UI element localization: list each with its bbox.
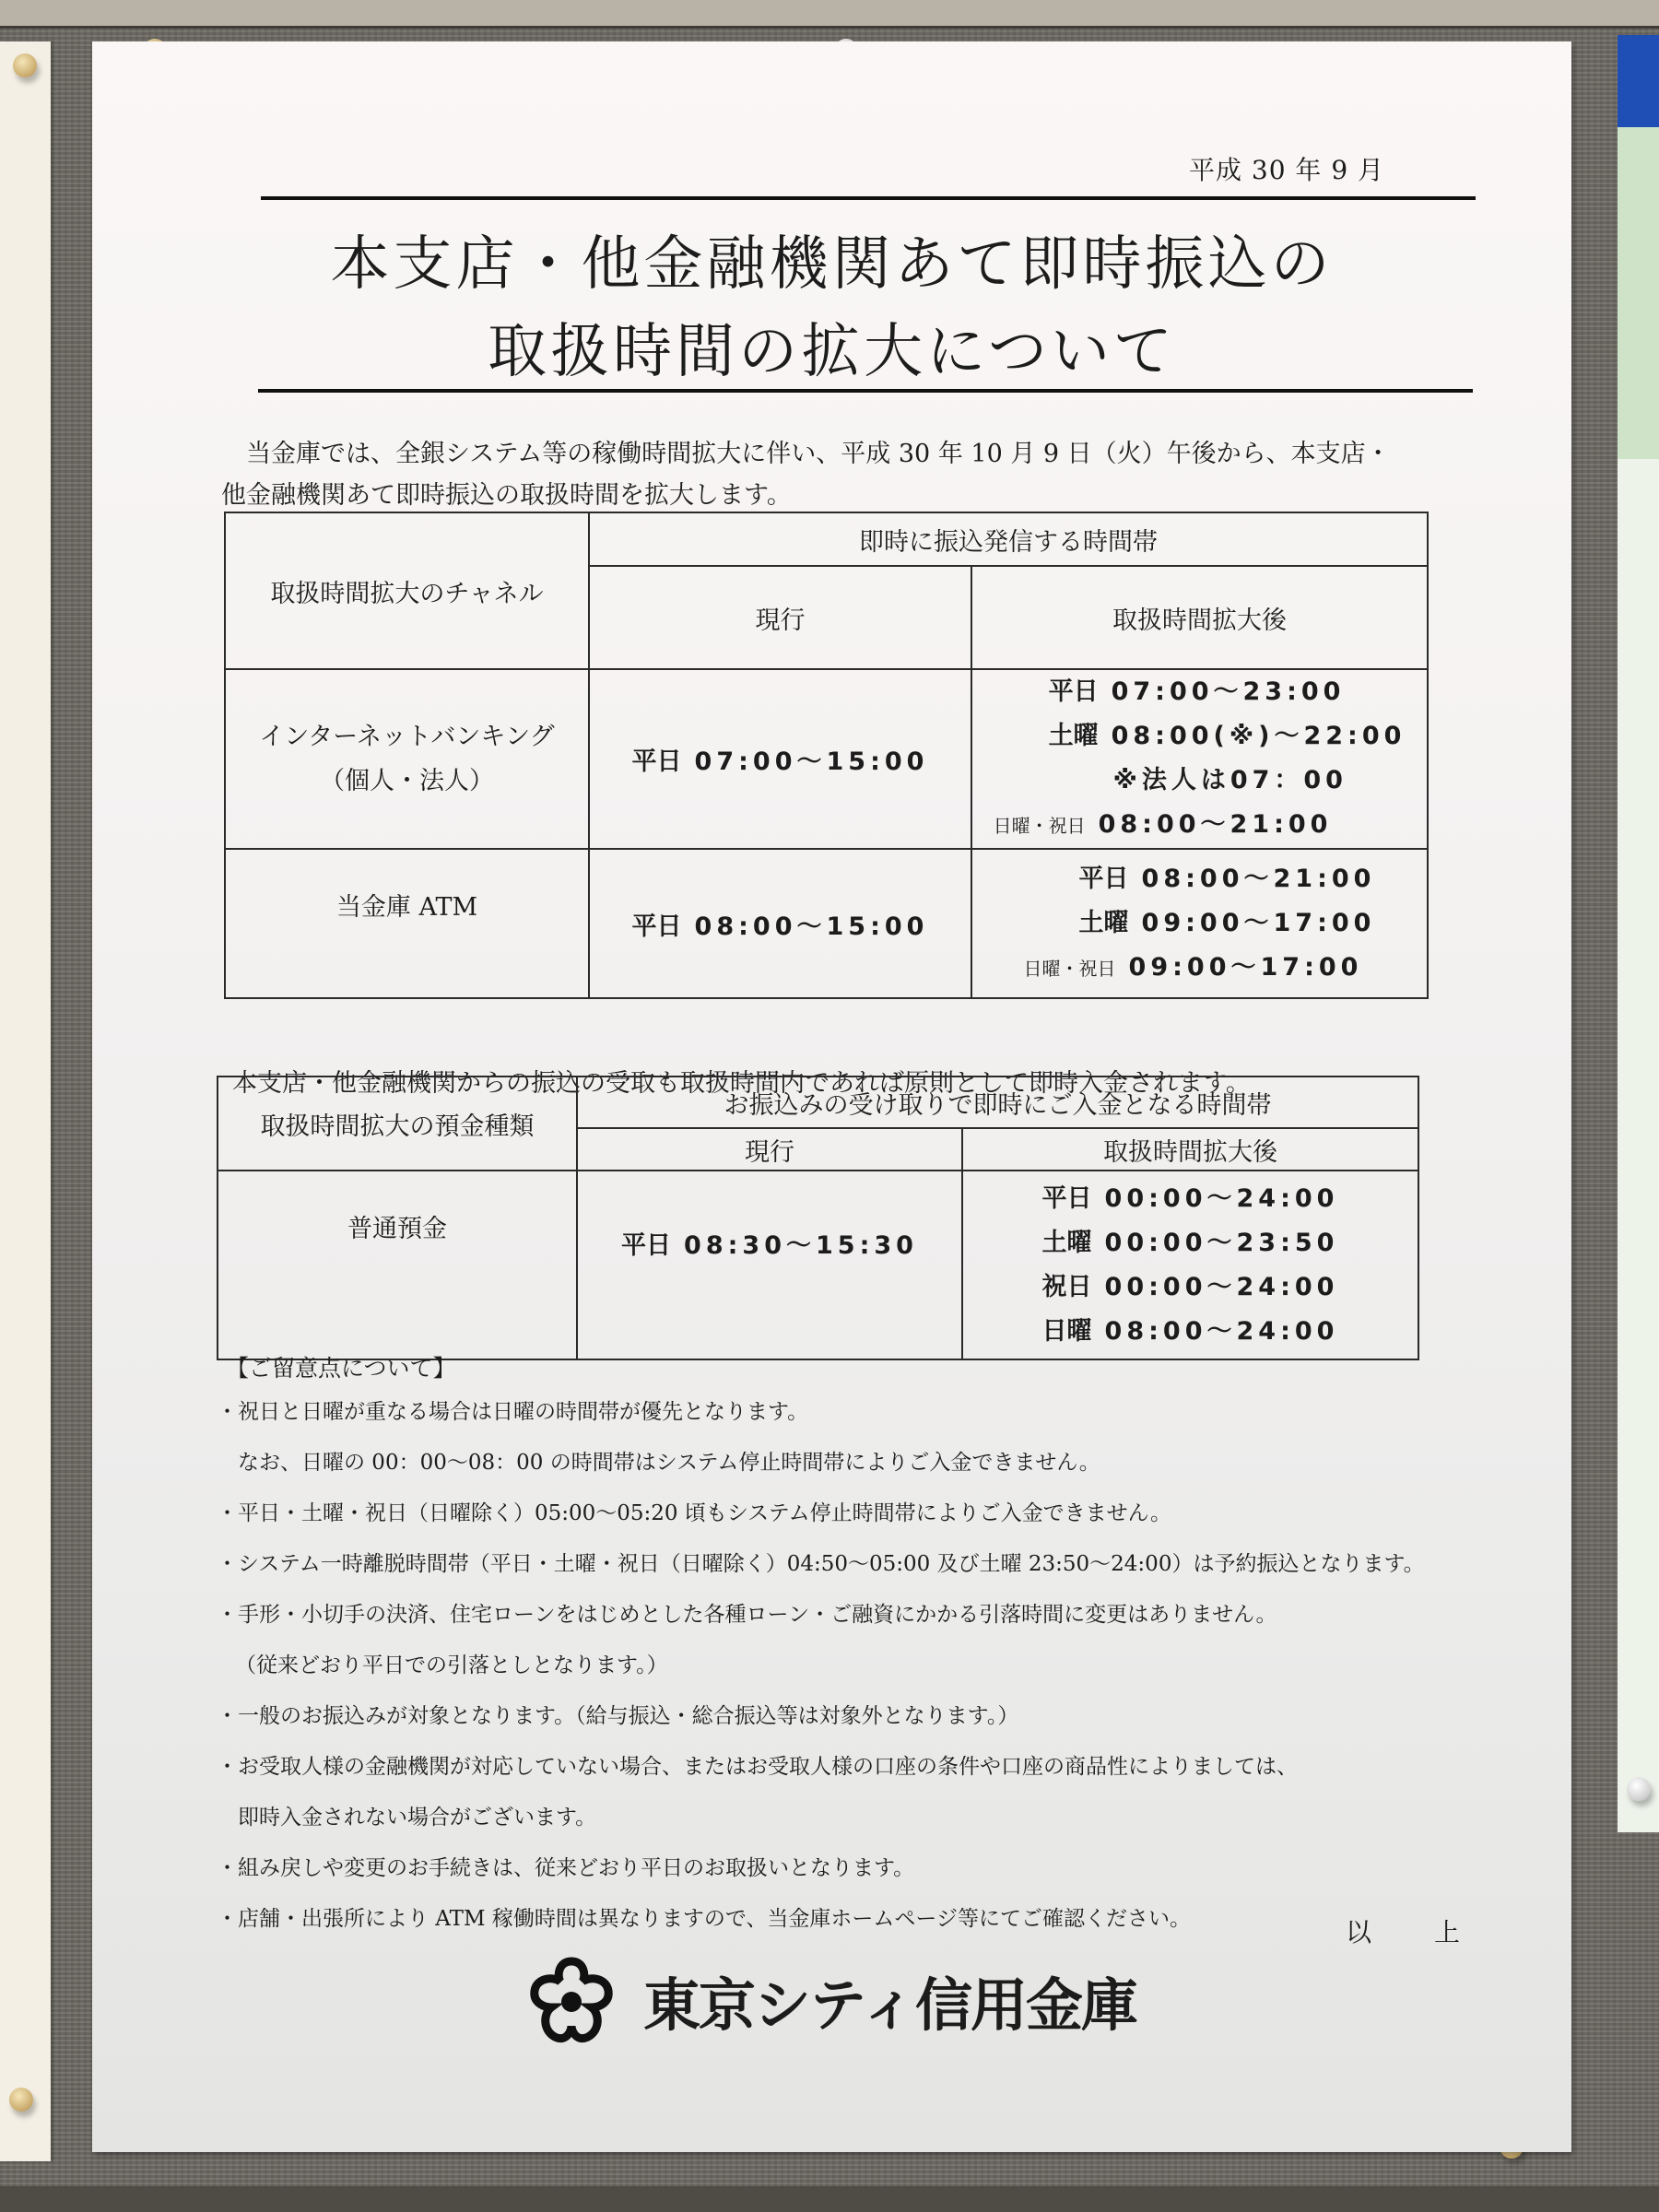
notes-section [217, 1350, 1562, 1945]
bulletin-board-top-frame [0, 0, 1659, 29]
note-line: ・平日・土曜・祝日（日曜除く）05:00～05:20 頃もシステム停止時間帯によりご入金できません。 [217, 1501, 1171, 1525]
time-range: 00:00～24:00 [1104, 1183, 1339, 1213]
time-range: 08:00(※)～22:00 [1111, 722, 1406, 750]
adjacent-poster-right [1618, 35, 1659, 1832]
table-row [225, 669, 1428, 849]
day-label: 土曜 [1078, 908, 1129, 937]
day-label: 平日 [621, 1231, 672, 1260]
day-label: 土曜 [1041, 1228, 1092, 1257]
day-label: 平日 [631, 912, 682, 941]
note-line: ・お受取人様の金融機関が対応していない場合、またはお受取人様の口座の条件や口座の商品性によりましては、 [217, 1755, 1298, 1779]
title-rule-bottom [258, 389, 1473, 393]
closing-mark: 以 上 [1346, 1917, 1479, 1947]
page-title-line1: 本支店・他金融機関あて即時振込の [330, 230, 1334, 299]
time-range: 09:00～17:00 [1141, 908, 1376, 937]
current-hours-cell [589, 849, 971, 998]
note-line: （従来どおり平日での引落としとなります。） [235, 1653, 668, 1677]
title-rule-top [261, 196, 1476, 200]
pushpin-icon [13, 53, 37, 77]
page-title-line2: 取扱時間の拡大について [488, 318, 1176, 386]
notice-poster [92, 41, 1571, 2152]
table-row [218, 1171, 1418, 1359]
header-current: 現行 [589, 566, 971, 669]
bank-name: 東京シティ信用金庫 [643, 1971, 1137, 2039]
header-span-incoming: お振込みの受け取りで即時にご入金となる時間帯 [577, 1077, 1418, 1128]
day-label: 平日 [1078, 864, 1129, 893]
adjacent-poster-blue-band [1618, 35, 1659, 127]
header-deposit-type: 取扱時間拡大の預金種類 [218, 1077, 577, 1171]
note-line: ・システム一時離脱時間帯（平日・土曜・祝日（日曜除く）04:50～05:00 及び土曜 23:50～24:00）は予約振込となります。 [217, 1552, 1425, 1576]
day-label: 平日 [631, 747, 682, 776]
table-row [225, 849, 1428, 998]
intro-line: 他金融機関あて即時振込の取扱時間を拡大します。 [221, 481, 792, 510]
time-range: 08:00～15:00 [694, 912, 929, 941]
day-label: 平日 [1041, 1183, 1092, 1213]
header-current: 現行 [577, 1128, 962, 1171]
deposit-type: 普通預金 [347, 1215, 447, 1243]
day-label: 祝日 [1041, 1272, 1092, 1301]
deposit-type-cell [218, 1171, 577, 1359]
current-hours-cell [577, 1171, 962, 1359]
header-span-outgoing: 即時に振込発信する時間帯 [589, 512, 1428, 566]
intro-line: 当金庫では、全銀システム等の稼働時間拡大に伴い、平成 30 年 10 月 9 日（火）午後から、本支店・ [246, 440, 1391, 468]
adjacent-poster-left [0, 41, 51, 2161]
outgoing-transfer-hours-table [224, 512, 1429, 999]
pushpin-icon [1627, 1777, 1651, 1801]
expanded-hours-cell [971, 669, 1428, 849]
time-range: 09:00～17:00 [1128, 952, 1363, 982]
time-range: 08:00～21:00 [1141, 864, 1376, 893]
day-label: 日曜 [1041, 1316, 1092, 1346]
day-label: 日曜・祝日 [1023, 957, 1116, 980]
note-line: ・店舗・出張所により ATM 稼働時間は異なりますので、当金庫ホームページ等にてご確認ください。 [217, 1907, 1191, 1931]
current-hours-cell [589, 669, 971, 849]
intro-paragraph [221, 433, 1530, 516]
time-range: 08:00～24:00 [1104, 1316, 1339, 1346]
header-channel: 取扱時間拡大のチャネル [225, 512, 589, 669]
time-range: 07:00～23:00 [1111, 677, 1346, 706]
time-range: 00:00～23:50 [1104, 1228, 1339, 1257]
incoming-transfer-notice: 本支店・他金融機関からの振込の受取も取扱時間内であれば原則として即時入金されます。 [232, 1069, 1251, 1098]
footnote-corporate: ※法人は07：00 [1112, 766, 1347, 794]
bulletin-board-bottom-frame [0, 2186, 1659, 2212]
bank-logo [525, 1954, 1136, 2046]
channel-name: インターネットバンキング [259, 722, 555, 751]
header-after: 取扱時間拡大後 [962, 1128, 1418, 1171]
time-range: 08:00～21:00 [1098, 810, 1333, 839]
expanded-hours-cell [962, 1171, 1418, 1359]
flower-logo-icon [525, 1954, 618, 2046]
expanded-hours-cell [971, 849, 1428, 998]
time-range: 07:00～15:00 [694, 747, 929, 776]
incoming-transfer-hours-table [217, 1076, 1419, 1360]
channel-cell [225, 669, 589, 849]
day-label: 土曜 [1048, 722, 1099, 750]
note-line: ・手形・小切手の決済、住宅ローンをはじめとした各種ローン・ご融資にかかる引落時間に変更はありません。 [217, 1603, 1277, 1627]
time-range: 00:00～24:00 [1104, 1272, 1339, 1301]
note-line: ・一般のお振込みが対象となります。（給与振込・総合振込等は対象外となります。） [217, 1704, 1019, 1728]
day-label: 日曜・祝日 [993, 815, 1086, 837]
channel-sub: （個人・法人） [320, 766, 494, 795]
channel-name: 当金庫 ATM [335, 893, 478, 922]
header-after: 取扱時間拡大後 [971, 566, 1428, 669]
channel-cell [225, 849, 589, 998]
adjacent-poster-green-band [1618, 127, 1659, 459]
note-line: 即時入金されない場合がございます。 [217, 1806, 597, 1830]
note-line: ・組み戻しや変更のお手続きは、従来どおり平日のお取扱いとなります。 [217, 1856, 915, 1880]
pushpin-icon [9, 2088, 33, 2112]
time-range: 08:30～15:30 [684, 1231, 918, 1260]
issue-date: 平成 30 年 9 月 [1189, 155, 1385, 185]
note-line: なお、日曜の 00：00～08：00 の時間帯はシステム停止時間帯によりご入金できません。 [217, 1451, 1100, 1475]
day-label: 平日 [1048, 677, 1099, 706]
note-line: ・祝日と日曜が重なる場合は日曜の時間帯が優先となります。 [217, 1400, 809, 1424]
notes-heading: 【ご留意点について】 [226, 1355, 456, 1382]
